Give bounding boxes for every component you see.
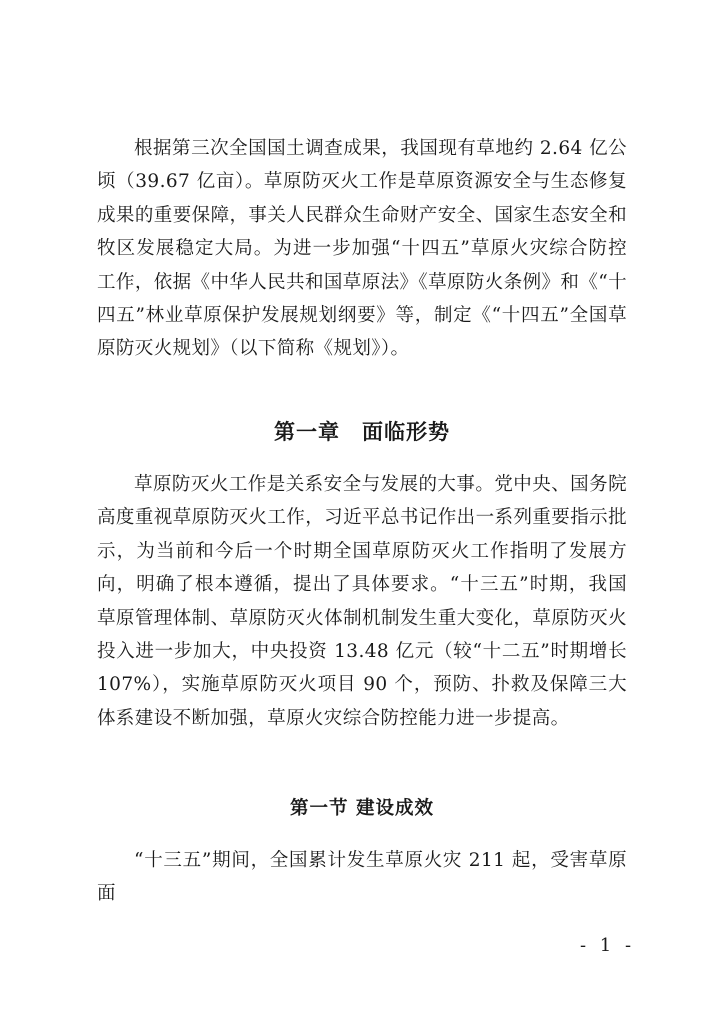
intro-paragraph: 根据第三次全国国土调查成果，我国现有草地约 2.64 亿公顷（39.67 亿亩）。草原防灭火工作是草原资源安全与生态修复成果的重要保障，事关人民群众生命财产安全、国家生态安全和牧区发展稳定大局。为进一步加强“十四五”草原火灾综合防控工作，依据《中华人民共和国草原法》《草原防火条例》和《“十四五”林业草原保护发展规划纲要》等，制定《“十四五”全国草原防灭火规划》（以下简称《规划》）。 (97, 138, 627, 360)
section-paragraph: “十三五”期间，全国累计发生草原火灾 211 起，受害草原面 (97, 850, 627, 905)
section-title: 第一节 建设成效 (290, 798, 434, 819)
chapter-paragraph: 草原防灭火工作是关系安全与发展的大事。党中央、国务院高度重视草原防灭火工作，习近平总书记作出一系列重要指示批示，为当前和今后一个时期全国草原防灭火工作指明了发展方向，明确了根本遵循，提出了具体要求。“十三五”时期，我国草原管理体制、草原防灭火体制机制发生重大变化，草原防灭火投入进一步加大，中央投资 13.48 亿元（较“十二五”时期增长 107%），实施草原防灭火项目 90 个，预防、扑救及保障三大体系建设不断加强，草原火灾综合防控能力进一步提高。 (97, 474, 627, 729)
page-number: - 1 - (580, 935, 636, 956)
chapter-title: 第一章 面临形势 (274, 420, 450, 444)
